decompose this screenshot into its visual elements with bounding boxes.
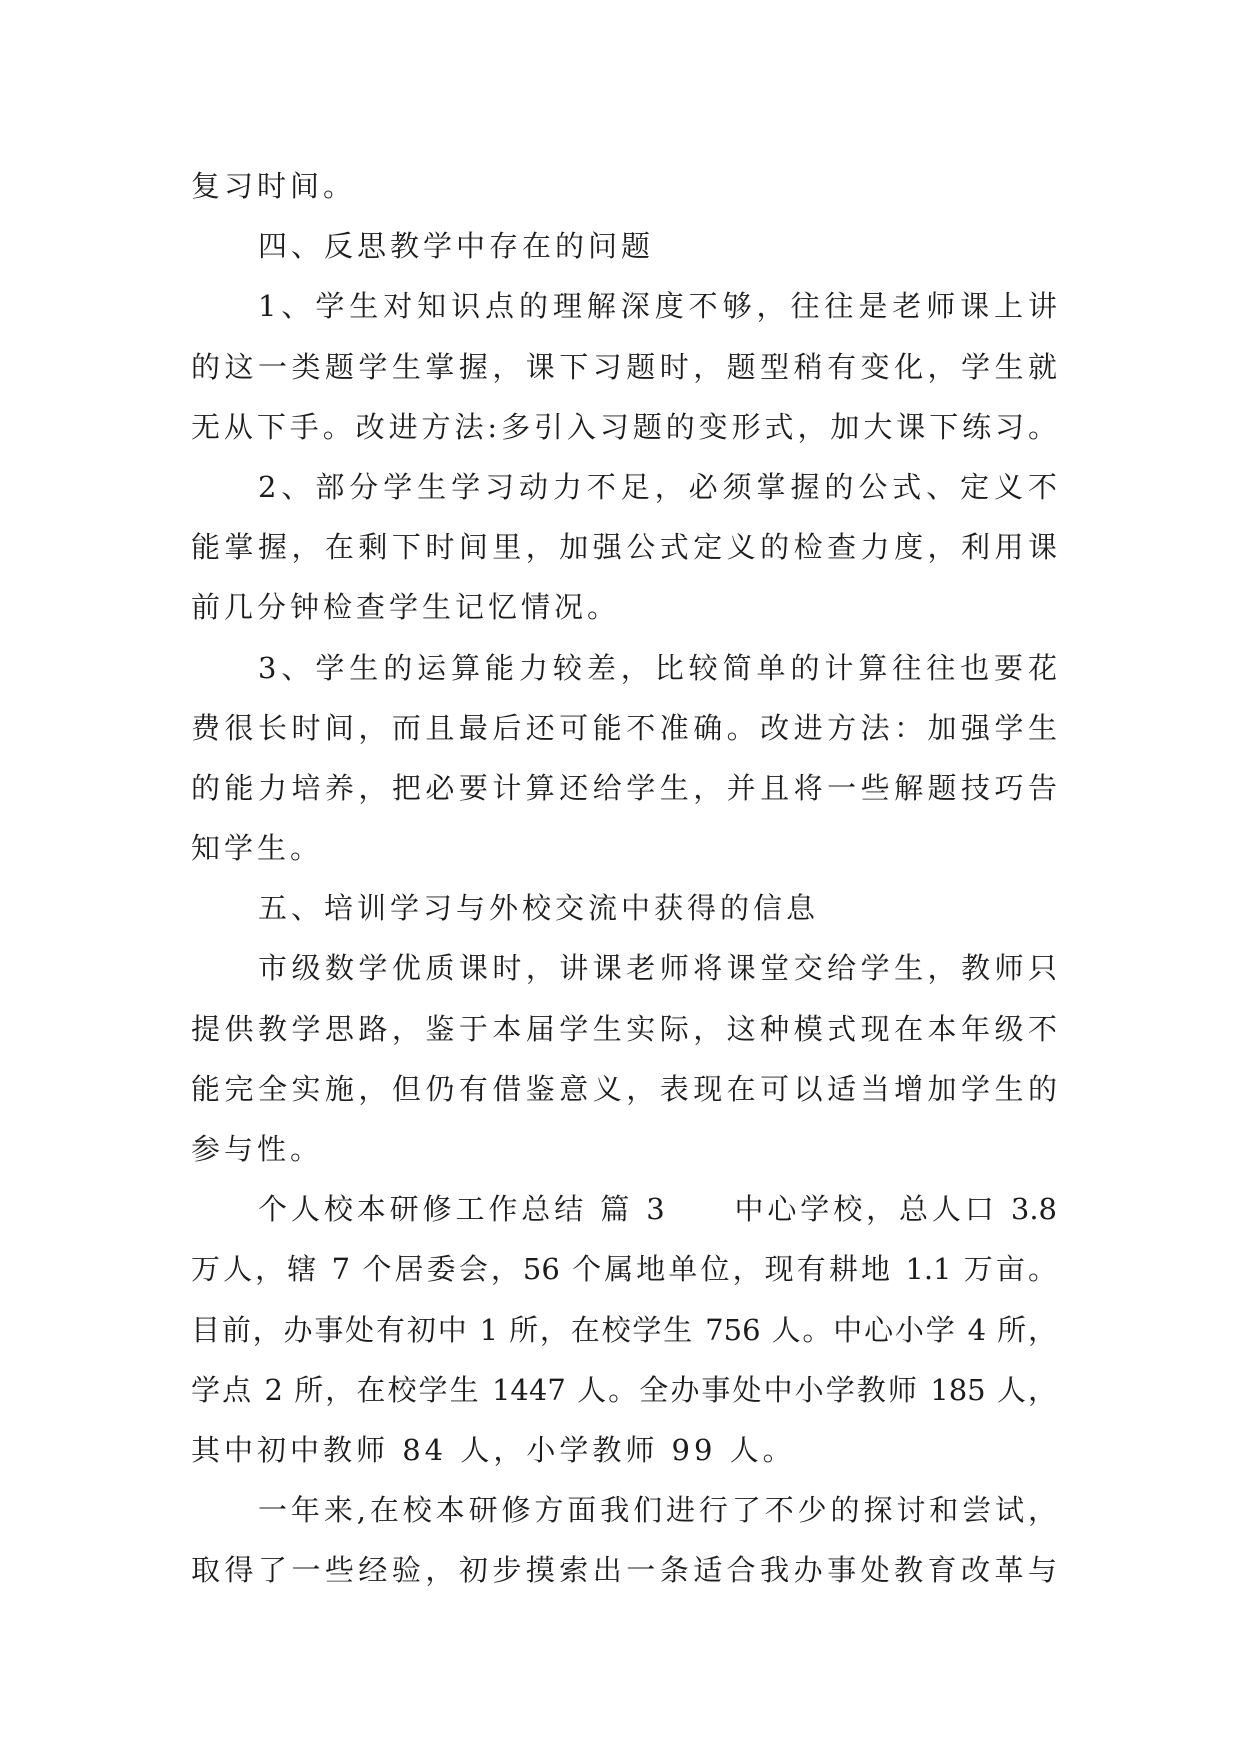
text-line: 提供教学思路，鉴于本届学生实际，这种模式现在本年级不	[191, 1011, 1057, 1046]
paragraph	[191, 276, 1057, 457]
text-line: 无从下手。改进方法:多引入习题的变形式，加大课下练习。	[191, 409, 1057, 444]
document-body	[191, 156, 1057, 1601]
section-heading	[191, 878, 1057, 938]
text-line: 1、学生对知识点的理解深度不够，往往是老师课上讲	[258, 289, 1057, 324]
text-line: 目前，办事处有初中 1 所，在校学生 756 人。中心小学 4 所，	[191, 1312, 1057, 1347]
text-line: 参与性。	[191, 1132, 324, 1166]
paragraph	[191, 457, 1057, 638]
text-line: 2、部分学生学习动力不足，必须掌握的公式、定义不	[258, 469, 1057, 504]
text-line: 五、培训学习与外校交流中获得的信息	[258, 891, 820, 926]
paragraph	[191, 156, 1057, 216]
text-line: 费很长时间，而且最后还可能不准确。改进方法：加强学生	[191, 710, 1057, 745]
text-line: 知学生。	[191, 831, 324, 866]
text-line: 的能力培养，把必要计算还给学生，并且将一些解题技巧告	[191, 770, 1057, 805]
paragraph	[191, 938, 1057, 1179]
text-line: 3、学生的运算能力较差，比较简单的计算往往也要花	[258, 650, 1057, 685]
text-line: 市级数学优质课时，讲课老师将课堂交给学生，教师只	[258, 951, 1057, 986]
text-line: 能完全实施，但仍有借鉴意义，表现在可以适当增加学生的	[191, 1071, 1057, 1106]
text-line: 的这一类题学生掌握，课下习题时，题型稍有变化，学生就	[191, 349, 1057, 384]
paragraph	[191, 1179, 1057, 1480]
text-line: 前几分钟检查学生记忆情况。	[191, 590, 621, 625]
section-heading	[191, 216, 1057, 276]
text-line: 四、反思教学中存在的问题	[258, 229, 655, 264]
text-line: 万人，辖 7 个居委会，56 个属地单位，现有耕地 1.1 万亩。	[191, 1252, 1057, 1287]
text-line: 复习时间。	[191, 169, 357, 203]
text-line: 取得了一些经验，初步摸索出一条适合我办事处教育改革与	[191, 1553, 1057, 1588]
paragraph	[191, 1480, 1057, 1600]
paragraph	[191, 638, 1057, 879]
text-line: 其中初中教师 84 人，小学教师 99 人。	[191, 1432, 796, 1467]
text-line: 个人校本研修工作总结 篇 3 中心学校，总人口 3.8	[258, 1192, 1057, 1227]
text-line: 一年来,在校本研修方面我们进行了不少的探讨和尝试，	[258, 1493, 1057, 1528]
text-line: 学点 2 所，在校学生 1447 人。全办事处中小学教师 185 人，	[191, 1372, 1057, 1407]
text-line: 能掌握，在剩下时间里，加强公式定义的检查力度，利用课	[191, 530, 1057, 565]
